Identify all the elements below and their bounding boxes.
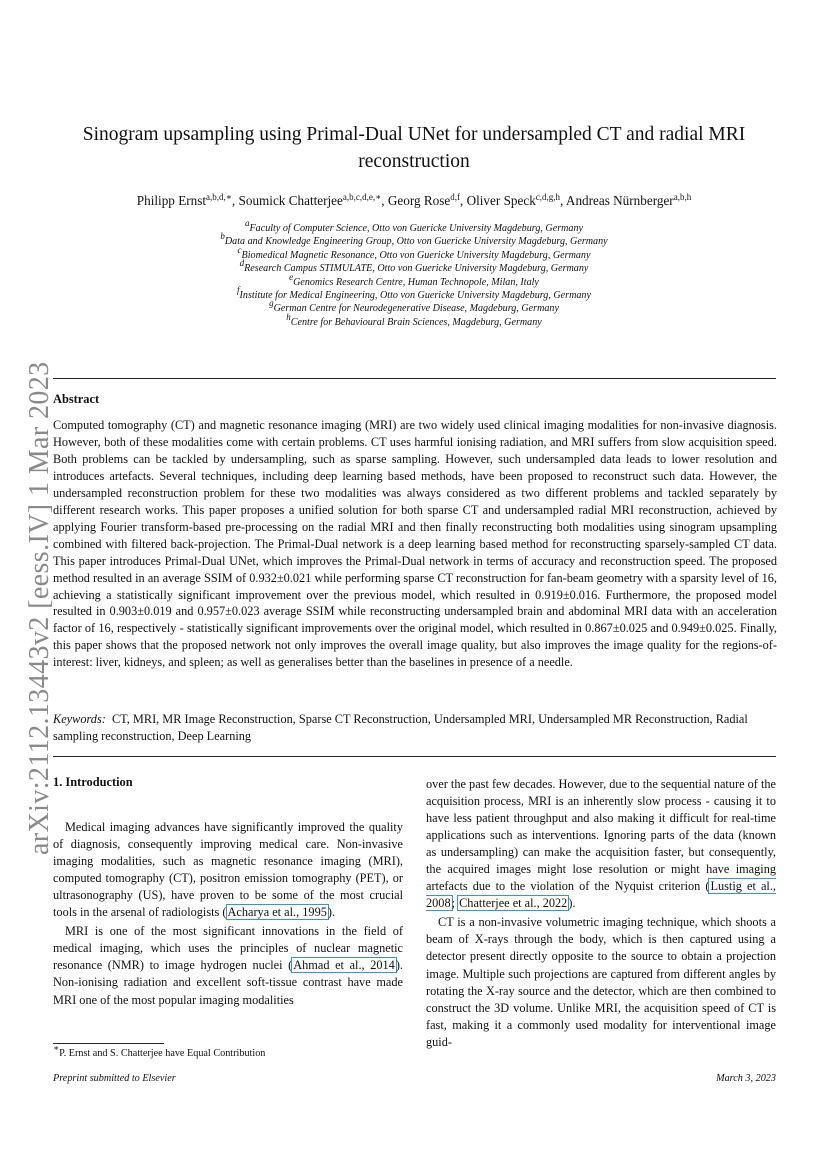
affiliation-line — [60, 244, 768, 262]
author-affiliation-marks: a,b,h — [673, 192, 692, 202]
paper-title: Sinogram upsampling using Primal-Dual UNet for undersampled CT and radial MRI reconstruction — [82, 124, 746, 172]
affiliation-list — [60, 218, 768, 329]
author-name: Oliver Speck — [466, 193, 536, 208]
affiliation-text: Centre for Behavioural Brain Sciences, Magdeburg, Germany — [290, 316, 542, 328]
body-paragraph — [426, 776, 776, 912]
footnote-mark: ∗ — [53, 1043, 60, 1053]
author-name: Andreas Nürnberger — [565, 193, 674, 208]
author-name: Georg Rose — [387, 193, 451, 208]
abstract-bottom-rule — [53, 756, 776, 757]
footnote-text: P. Ernst and S. Chatterjee have Equal Contribution — [59, 1048, 266, 1059]
affiliation-line — [60, 298, 768, 315]
citation-link[interactable]: Chatterjee et al., 2022 — [459, 896, 568, 911]
affiliation-line — [60, 231, 768, 248]
paragraph-text: ). Non-ionising radiation and excellent soft-tissue contrast have made MRI one of the most popular imaging modalities — [53, 958, 403, 1007]
affiliation-text: Data and Knowledge Engineering Group, Otto von Guericke University Magdeburg, Germany — [224, 236, 608, 248]
author-name: Soumick Chatterjee — [238, 193, 343, 208]
affiliation-line — [60, 218, 768, 235]
abstract-text: Computed tomography (CT) and magnetic resonance imaging (MRI) are two widely used clinical imaging modalities for non-invasive diagnosis. However, both of these modalities come with certain problems. CT uses harmful ionising radiation, and MRI suffers from slow acquisition speed. Both problems can be tackled by undersampling, such as sparse sampling. However, such undersampled data leads to lower resolution and introduces artefacts. Several techniques, including deep learning based methods, have been proposed to reconstruct such data. However, the undersampled reconstruction problem for these two modalities was always considered as two different problems and tackled separately by different research works. This paper proposes a unified solution for both sparse CT and undersampled radial MRI reconstruction, achieved by applying Fourier transform-based pre-processing on the radial MRI and then finally reconstructing both modalities using sinogram upsampling combined with filtered back-projection. The Primal-Dual network is a deep learning based method for reconstructing sparsely-sampled CT data. This paper introduces Primal-Dual UNet, which improves the Primal-Dual network in terms of accuracy and reconstruction speed. The proposed method resulted in an average SSIM of 0.932±0.021 while performing sparse CT reconstruction for fan-beam geometry with a sparsity level of 16, achieving a statistically significant improvement over the previous model, which resulted in 0.919±0.016. Furthermore, the proposed model resulted in 0.903±0.019 and 0.957±0.023 average SSIM while reconstructing undersampled brain and abdominal MRI data with an acceleration factor of 16, respectively - statistically significant improvements over the original model, which resulted in 0.867±0.025 and 0.949±0.025. Finally, this paper shows that the proposed network not only improves the overall image quality, but also improves the image quality for the regions-of-interest: liver, kidneys, and spleen; as well as generalises better than the baselines in presence of a needle. — [53, 418, 777, 670]
keywords-label: Keywords: — [53, 712, 106, 726]
affiliation-mark: f — [237, 285, 240, 296]
affiliation-mark: a — [245, 218, 250, 228]
footer-journal: Preprint submitted to Elsevier — [53, 1073, 176, 1084]
paragraph-text: ). — [568, 896, 576, 911]
affiliation-line — [60, 311, 768, 329]
footnote-rule — [53, 1043, 164, 1044]
affiliation-text: Genomics Research Centre, Human Technopole, Milan, Italy — [293, 276, 539, 288]
arxiv-identifier-stamp[interactable]: arXiv:2112.13443v2 [eess.IV] 1 Mar 2023 — [24, 361, 55, 855]
body-paragraph — [53, 923, 403, 1008]
affiliation-mark: h — [286, 311, 291, 322]
affiliation-mark: g — [269, 298, 274, 309]
paragraph-text: ). — [327, 905, 336, 920]
affiliation-line — [60, 285, 768, 302]
citation-link[interactable]: Ahmad et al., 2014 — [293, 958, 395, 973]
affiliation-text: Research Campus STIMULATE, Otto von Guericke University Magdeburg, Germany — [244, 263, 589, 275]
left-column — [53, 774, 403, 1009]
author-affiliation-marks: a,b,c,d,e,∗ — [342, 192, 382, 202]
keywords-text: CT, MRI, MR Image Reconstruction, Sparse CT Reconstruction, Undersampled MRI, Undersampled MR Reconstruction, Radial sampling reconstruction, Deep Learning — [53, 712, 748, 743]
affiliation-mark: b — [220, 231, 225, 242]
affiliation-text: Faculty of Computer Science, Otto von Guericke University Magdeburg, Germany — [249, 223, 583, 234]
section-heading-introduction: 1. Introduction — [53, 775, 133, 789]
affiliation-text: Biomedical Magnetic Resonance, Otto von Guericke University Magdeburg, Germany — [241, 249, 591, 261]
author-affiliation-marks: d,f — [450, 192, 460, 202]
affiliation-mark: e — [289, 271, 294, 282]
paragraph-text: MRI is one of the most significant innovations in the field of medical imaging, which uses the principles of nuclear magnetic resonance (NMR) to image hydrogen nuclei ( — [53, 924, 403, 973]
right-column — [426, 776, 776, 1051]
citation-link[interactable]: Lustig et al., 2008 — [426, 879, 776, 911]
paragraph-text: ; — [451, 896, 459, 911]
affiliation-mark: d — [239, 258, 245, 269]
affiliation-line — [60, 271, 768, 289]
paragraph-text: Medical imaging advances have significantly improved the quality of diagnosis, consequently improving medical care. Non-invasive imaging modalities, such as magnetic resonance imaging (MRI), computed tomography (CT), positron emission tomography (PET), or ultrasonography (US), have proven to be some of the most crucial tools in the arsenal of radiologists ( — [53, 820, 403, 920]
footnote — [53, 1043, 266, 1060]
abstract-top-rule — [53, 378, 776, 379]
paragraph-text: CT is a non-invasive volumetric imaging technique, which shoots a beam of X-rays through the body, which is then captured using a detector present directly opposite to the source to obtain a projection image. Multiple such projections are captured from different angles by rotating the X-ray source and the detector, which are then combined to construct the 3D volume. Unlike MRI, the acquisition speed of CT is fast, making it a commonly used modality for interventional image guid- — [426, 915, 776, 1049]
author-list: Philipp Ernst$^{a,b,d,∗}$, Soumick Chatterjee$^{a,b,c,d,e,∗}$, Georg Rose$^{d,f}$, Oliver Speck$^{c,d,g,h}$, Andreas Nürnberger$^{a,b,h}$ — [136, 192, 692, 208]
right-column-paragraphs — [426, 776, 776, 1051]
left-column-paragraphs — [53, 819, 403, 1009]
affiliation-mark: c — [237, 244, 242, 255]
keywords — [53, 711, 777, 745]
affiliation-text: Institute for Medical Engineering, Otto von Guericke University Magdeburg, Germany — [239, 290, 591, 302]
footer-date: March 3, 2023 — [716, 1073, 776, 1084]
author-name: Philipp Ernst — [136, 193, 207, 208]
affiliation-line — [60, 258, 768, 275]
citation-link[interactable]: Acharya et al., 1995 — [227, 905, 327, 920]
author-affiliation-marks: c,d,g,h — [535, 192, 561, 202]
abstract-heading: Abstract — [53, 392, 100, 406]
paragraph-text: over the past few decades. However, due to the sequential nature of the acquisition process, MRI is an inherently slow process - causing it to have less patient throughput and also making it difficult for real-time applications such as interventions. Ignoring parts of the data (known as undersampling) can make the acquisition faster, but consequently, the acquired images might lose resolution or might have imaging artefacts due to the violation of the Nyquist criterion ( — [426, 777, 776, 894]
body-paragraph — [426, 914, 776, 1050]
body-paragraph — [53, 819, 403, 921]
author-affiliation-marks: a,b,d,∗ — [206, 192, 232, 202]
affiliation-text: German Centre for Neurodegenerative Disease, Magdeburg, Germany — [273, 303, 559, 315]
